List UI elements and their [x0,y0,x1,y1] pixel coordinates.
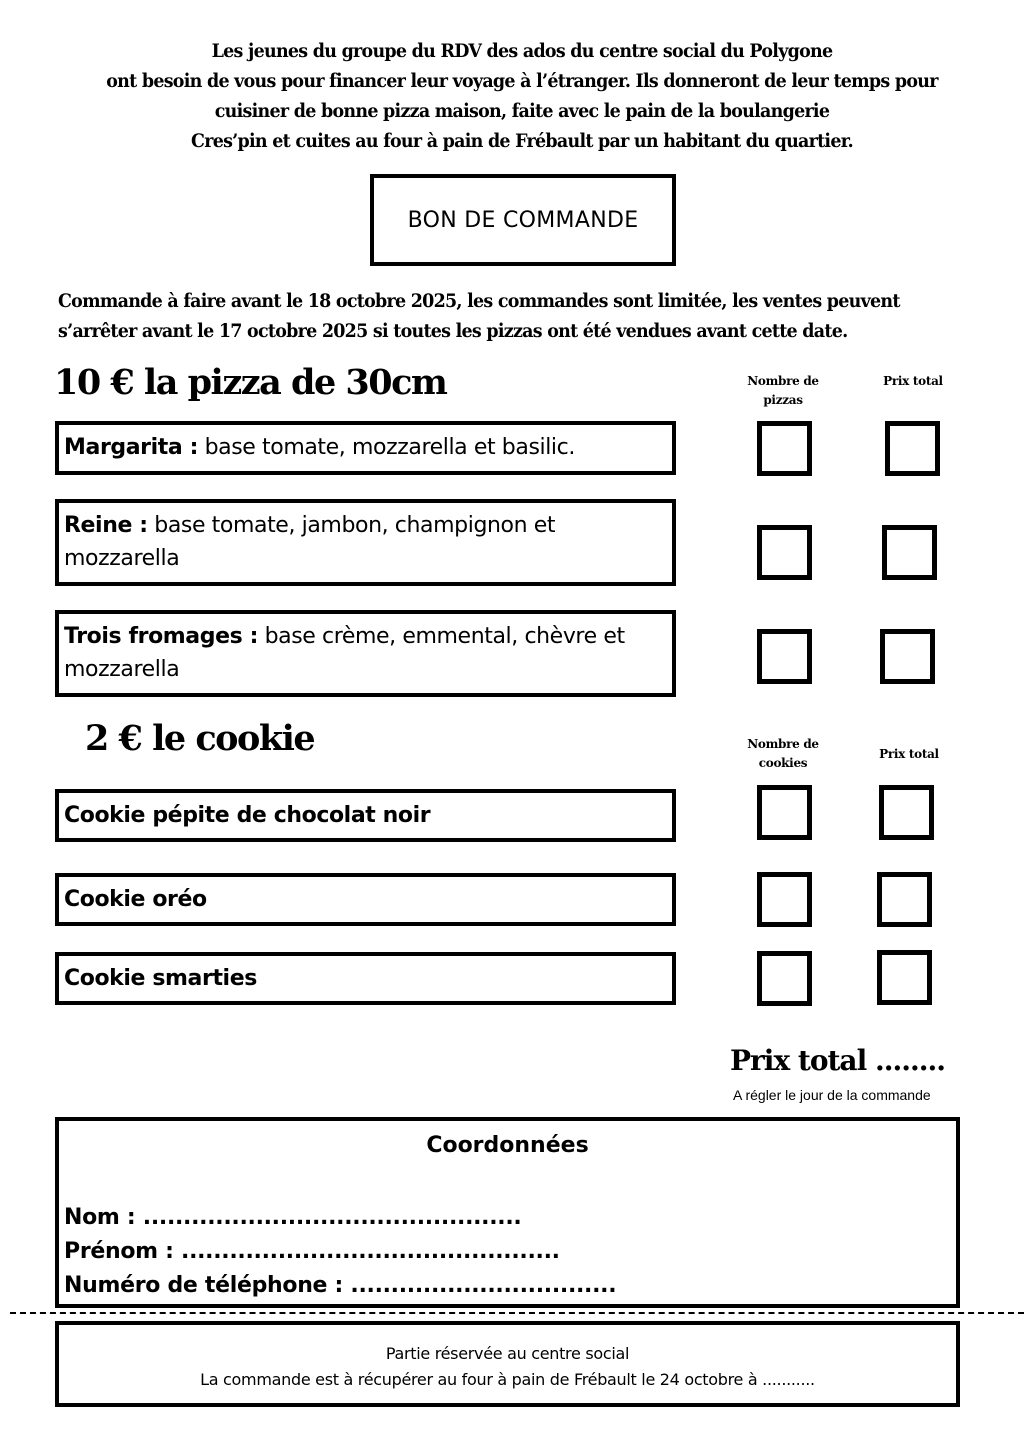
cookie-quantity-box-smarties[interactable] [757,951,812,1006]
contact-fields [64,1201,616,1303]
pizza-total-box-reine[interactable] [882,525,937,580]
pizza-quantity-box-reine[interactable] [757,525,812,580]
grand-total-field[interactable]: Prix total ........ [730,1044,945,1077]
cookie-total-column-label: Prix total [879,747,939,761]
cookie-item-smarties [55,952,676,1005]
pizza-total-column-label: Prix total [883,374,943,388]
payment-note: A régler le jour de la commande [733,1087,931,1103]
cookie-total-box-oreo[interactable] [877,872,932,927]
pizza-description: base crème, emmental, chèvre et mozzarella [64,624,625,682]
reserved-section-box [55,1321,960,1407]
cookie-price-heading: 2 € le cookie [85,718,315,759]
phone-number-field[interactable]: Numéro de téléphone : ................................. [64,1273,617,1298]
label-line: pizzas [763,393,803,407]
pizza-total-box-margarita[interactable] [885,421,940,476]
cookie-name: Cookie smarties [64,966,257,991]
cookie-quantity-box-oreo[interactable] [757,872,812,927]
order-form-title [370,174,676,266]
cookie-quantity-box-chocolat[interactable] [757,785,812,840]
pizza-name: Reine : [64,513,148,538]
contact-details-box [55,1117,960,1308]
intro-text [79,36,966,156]
last-name-field[interactable]: Nom : ............................................... [64,1205,522,1230]
label-line: cookies [758,756,808,770]
pizza-name: Margarita : [64,435,198,460]
pizza-item-trois-fromages [55,610,676,697]
deadline-line: Commande à faire avant le 18 octobre 2025, les commandes sont limitée, les ventes peuvent [58,290,900,312]
pizza-quantity-box-trois-fromages[interactable] [757,629,812,684]
contact-title: Coordonnées [426,1133,589,1158]
deadline-notice [58,286,923,346]
intro-line: Cres’pin et cuites au four à pain de Frébault par un habitant du quartier. [191,130,853,152]
cookie-quantity-column-label [738,735,828,773]
pizza-item-margarita [55,421,676,475]
reserved-title: Partie réservée au centre social [385,1344,630,1363]
cookie-name: Cookie oréo [64,887,207,912]
pizza-price-heading: 10 € la pizza de 30cm [54,362,447,403]
pizza-description: base tomate, jambon, champignon et mozzarella [64,513,556,571]
pizza-item-reine [55,499,676,586]
cookie-item-chocolat [55,789,676,842]
order-form-title-text: BON DE COMMANDE [407,207,639,233]
pizza-description: base tomate, mozzarella et basilic. [198,435,575,460]
cut-line-divider [10,1312,1024,1314]
pizza-name: Trois fromages : [64,624,258,649]
pizza-total-box-trois-fromages[interactable] [880,629,935,684]
pickup-info: La commande est à récupérer au four à pain de Frébault le 24 octobre à ........... [200,1370,815,1389]
pizza-quantity-box-margarita[interactable] [757,421,812,476]
cookie-total-box-smarties[interactable] [877,950,932,1005]
first-name-field[interactable]: Prénom : ............................................... [64,1239,560,1264]
cookie-item-oreo [55,873,676,926]
deadline-line: s’arrêter avant le 17 octobre 2025 si toutes les pizzas ont été vendues avant cette date. [58,320,848,342]
cookie-name: Cookie pépite de chocolat noir [64,803,431,828]
pizza-quantity-column-label [738,372,828,410]
intro-line: Les jeunes du groupe du RDV des ados du centre social du Polygone [211,40,833,62]
intro-line: cuisiner de bonne pizza maison, faite avec le pain de la boulangerie [214,100,830,122]
cookie-total-box-chocolat[interactable] [879,785,934,840]
label-line: Nombre de [747,374,819,388]
intro-line: ont besoin de vous pour financer leur voyage à l’étranger. Ils donneront de leur temps pour [106,70,938,92]
label-line: Nombre de [747,737,819,751]
